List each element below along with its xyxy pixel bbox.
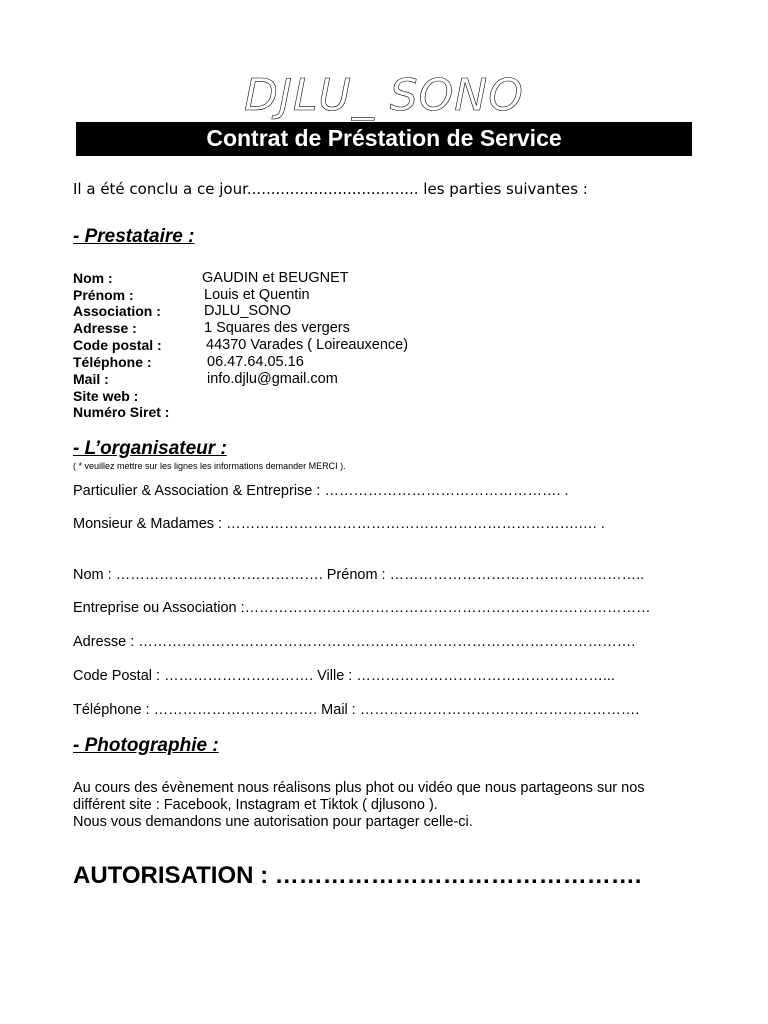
section-heading-photographie: - Photographie : bbox=[73, 735, 219, 756]
field-label-mail: Mail : bbox=[73, 371, 109, 387]
field-label-prenom: Prénom : bbox=[73, 287, 134, 303]
field-value-adresse: 1 Squares des vergers bbox=[204, 320, 350, 336]
photo-paragraph-line-3: Nous vous demandons une autorisation pour partager celle-ci. bbox=[73, 814, 473, 830]
fill-line-type[interactable]: Particulier & Association & Entreprise : …………………………………………. . bbox=[73, 483, 569, 499]
field-label-adresse: Adresse : bbox=[73, 320, 137, 336]
photo-paragraph-line-2: différent site : Facebook, Instagram et Tiktok ( djlusono ). bbox=[73, 797, 438, 813]
field-label-association: Association : bbox=[73, 303, 161, 319]
photo-paragraph-line-1: Au cours des évènement nous réalisons plus phot ou vidéo que nous partageons sur nos bbox=[73, 780, 645, 796]
field-label-code-postal: Code postal : bbox=[73, 337, 162, 353]
brand-logo-text: DJLU_ SONO bbox=[244, 70, 524, 121]
field-label-telephone: Téléphone : bbox=[73, 354, 152, 370]
fill-line-entreprise[interactable]: Entreprise ou Association :………………………………………………………………………… bbox=[73, 600, 651, 616]
contract-title: Contrat de Préstation de Service bbox=[206, 125, 562, 151]
section-heading-organisateur: - L’organisateur : bbox=[73, 438, 227, 459]
field-label-site-web: Site web : bbox=[73, 388, 139, 404]
autorisation-line[interactable]: AUTORISATION : ………………………………………. bbox=[73, 862, 642, 889]
field-value-association: DJLU_SONO bbox=[204, 303, 292, 319]
field-value-prenom: Louis et Quentin bbox=[204, 287, 310, 303]
field-value-telephone: 06.47.64.05.16 bbox=[207, 354, 304, 370]
field-value-nom: GAUDIN et BEUGNET bbox=[202, 270, 349, 286]
field-label-siret: Numéro Siret : bbox=[73, 404, 170, 420]
field-label-nom: Nom : bbox=[73, 270, 113, 286]
fill-line-adresse[interactable]: Adresse : …………………………………………………………………………………………. bbox=[73, 634, 636, 650]
organisateur-note: ( * veuillez mettre sur les lignes les informations demander MERCI ). bbox=[73, 461, 346, 471]
intro-line: Il a été conclu a ce jour.................................... les parties suivantes : bbox=[73, 180, 588, 198]
section-heading-prestataire: - Prestataire : bbox=[73, 226, 195, 247]
fill-line-code-postal-ville[interactable]: Code Postal : …………………………. Ville : ……………………………………………... bbox=[73, 668, 615, 684]
fill-line-civilite[interactable]: Monsieur & Madames : ……………………………………………………………….…. . bbox=[73, 516, 605, 532]
fill-line-nom-prenom[interactable]: Nom : ……………………………………. Prénom : …………………………………………….. bbox=[73, 567, 645, 583]
field-value-mail: info.djlu@gmail.com bbox=[207, 371, 338, 387]
fill-line-telephone-mail[interactable]: Téléphone : ……………………………. Mail : …………………………………………………. bbox=[73, 702, 640, 718]
field-value-code-postal: 44370 Varades ( Loireauxence) bbox=[206, 337, 409, 353]
